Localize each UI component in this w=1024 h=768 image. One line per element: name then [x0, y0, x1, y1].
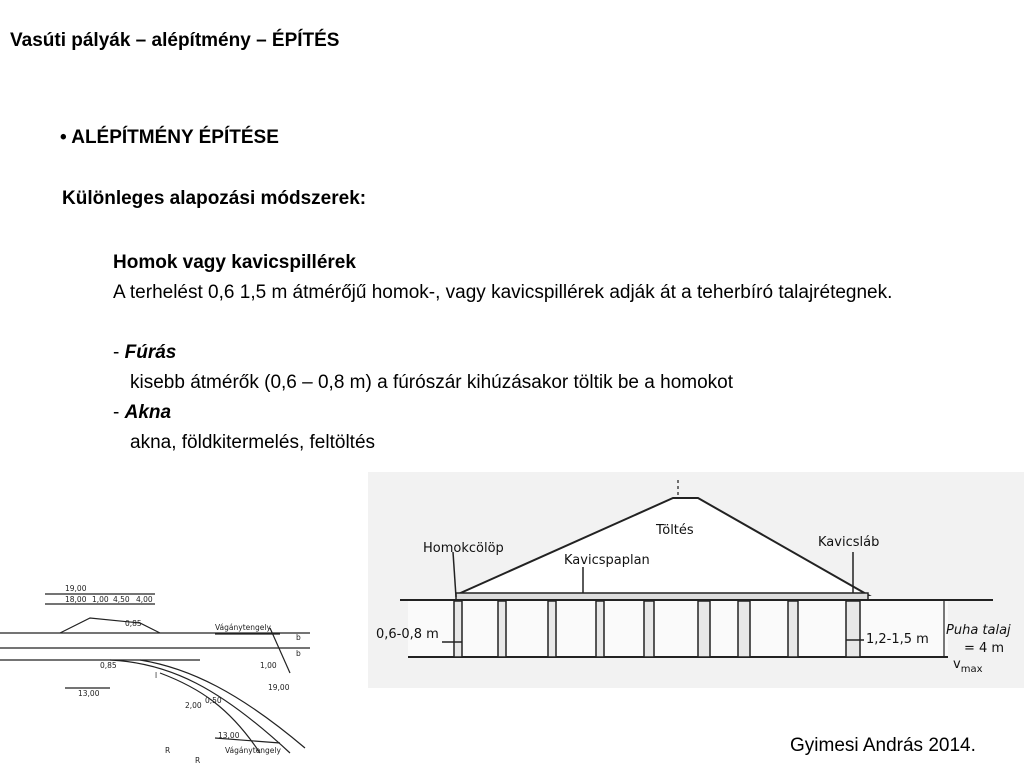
dimension-label: 4,00: [136, 595, 153, 604]
dimension-label: b: [296, 649, 301, 658]
bullet-symbol: •: [60, 127, 67, 148]
dimension-spacing: 1,2-1,5 m: [866, 632, 929, 647]
dimension-label: b: [296, 633, 301, 642]
label-gravel-blanket: Kavicspaplan: [564, 553, 650, 568]
dimension-label: 13,00: [218, 731, 240, 740]
section-heading: Különleges alapozási módszerek:: [62, 188, 367, 209]
dimension-label: 2,00: [185, 701, 202, 710]
label-vmax: $v_{max}$: [953, 657, 983, 675]
label-track-center-bottom: Vágánytengely: [225, 746, 281, 755]
label-depth: = 4 m: [964, 641, 1005, 656]
bullet-heading: [60, 127, 279, 149]
footer-author: Gyimesi András 2014.: [790, 735, 976, 756]
label-gravel-slab: Kavicsláb: [818, 535, 880, 550]
dimension-label: 13,00: [78, 689, 100, 698]
dash-marker: -: [113, 402, 125, 423]
dimension-label: 19,00: [268, 683, 290, 692]
dash-marker: -: [113, 342, 125, 363]
dimension-label: 0,50: [205, 696, 222, 705]
label-soft-soil: Puha talaj: [946, 623, 1011, 638]
dimension-label: 0,85: [125, 619, 142, 628]
dimension-label: 18,00: [65, 595, 87, 604]
embankment-diagram: [368, 472, 1024, 688]
label-radius: R: [165, 746, 171, 755]
label-radius: R: [195, 756, 201, 765]
label-l: l: [155, 671, 158, 680]
track-layout-drawing: [0, 578, 328, 768]
label-sand-pile: Homokcölöp: [423, 541, 504, 556]
item-text-shaft: akna, földkitermelés, feltöltés: [130, 432, 376, 453]
dimension-label: 1,00: [92, 595, 109, 604]
dimension-label: 1,00: [260, 661, 277, 670]
label-track-center-top: Vágánytengely: [215, 623, 271, 632]
subsection-title: Homok vagy kavicspillérek: [113, 252, 356, 273]
bullet-heading-text: ALÉPÍTMÉNY ÉPÍTÉSE: [71, 127, 279, 148]
dimension-diameter: 0,6-0,8 m: [376, 627, 439, 642]
dimension-label: 4,50: [113, 595, 130, 604]
dimension-label: 19,00: [65, 584, 87, 593]
description-paragraph: A terhelést 0,6 1,5 m átmérőjű homok-, vagy kavicspillérek adják át a teherbíró talajrétegnek.: [113, 282, 893, 303]
dimension-label: 0,85: [100, 661, 117, 670]
slide-title: Vasúti pályák – alépítmény – ÉPÍTÉS: [10, 30, 340, 51]
list-item-drilling: [113, 338, 176, 368]
item-title-drilling: Fúrás: [124, 342, 177, 363]
item-title-shaft: Akna: [124, 402, 172, 423]
item-text-drilling: kisebb átmérők (0,6 – 0,8 m) a fúrószár kihúzásakor töltik be a homokot: [130, 372, 733, 393]
list-item-shaft: [113, 398, 171, 428]
label-embankment: Töltés: [656, 523, 694, 538]
